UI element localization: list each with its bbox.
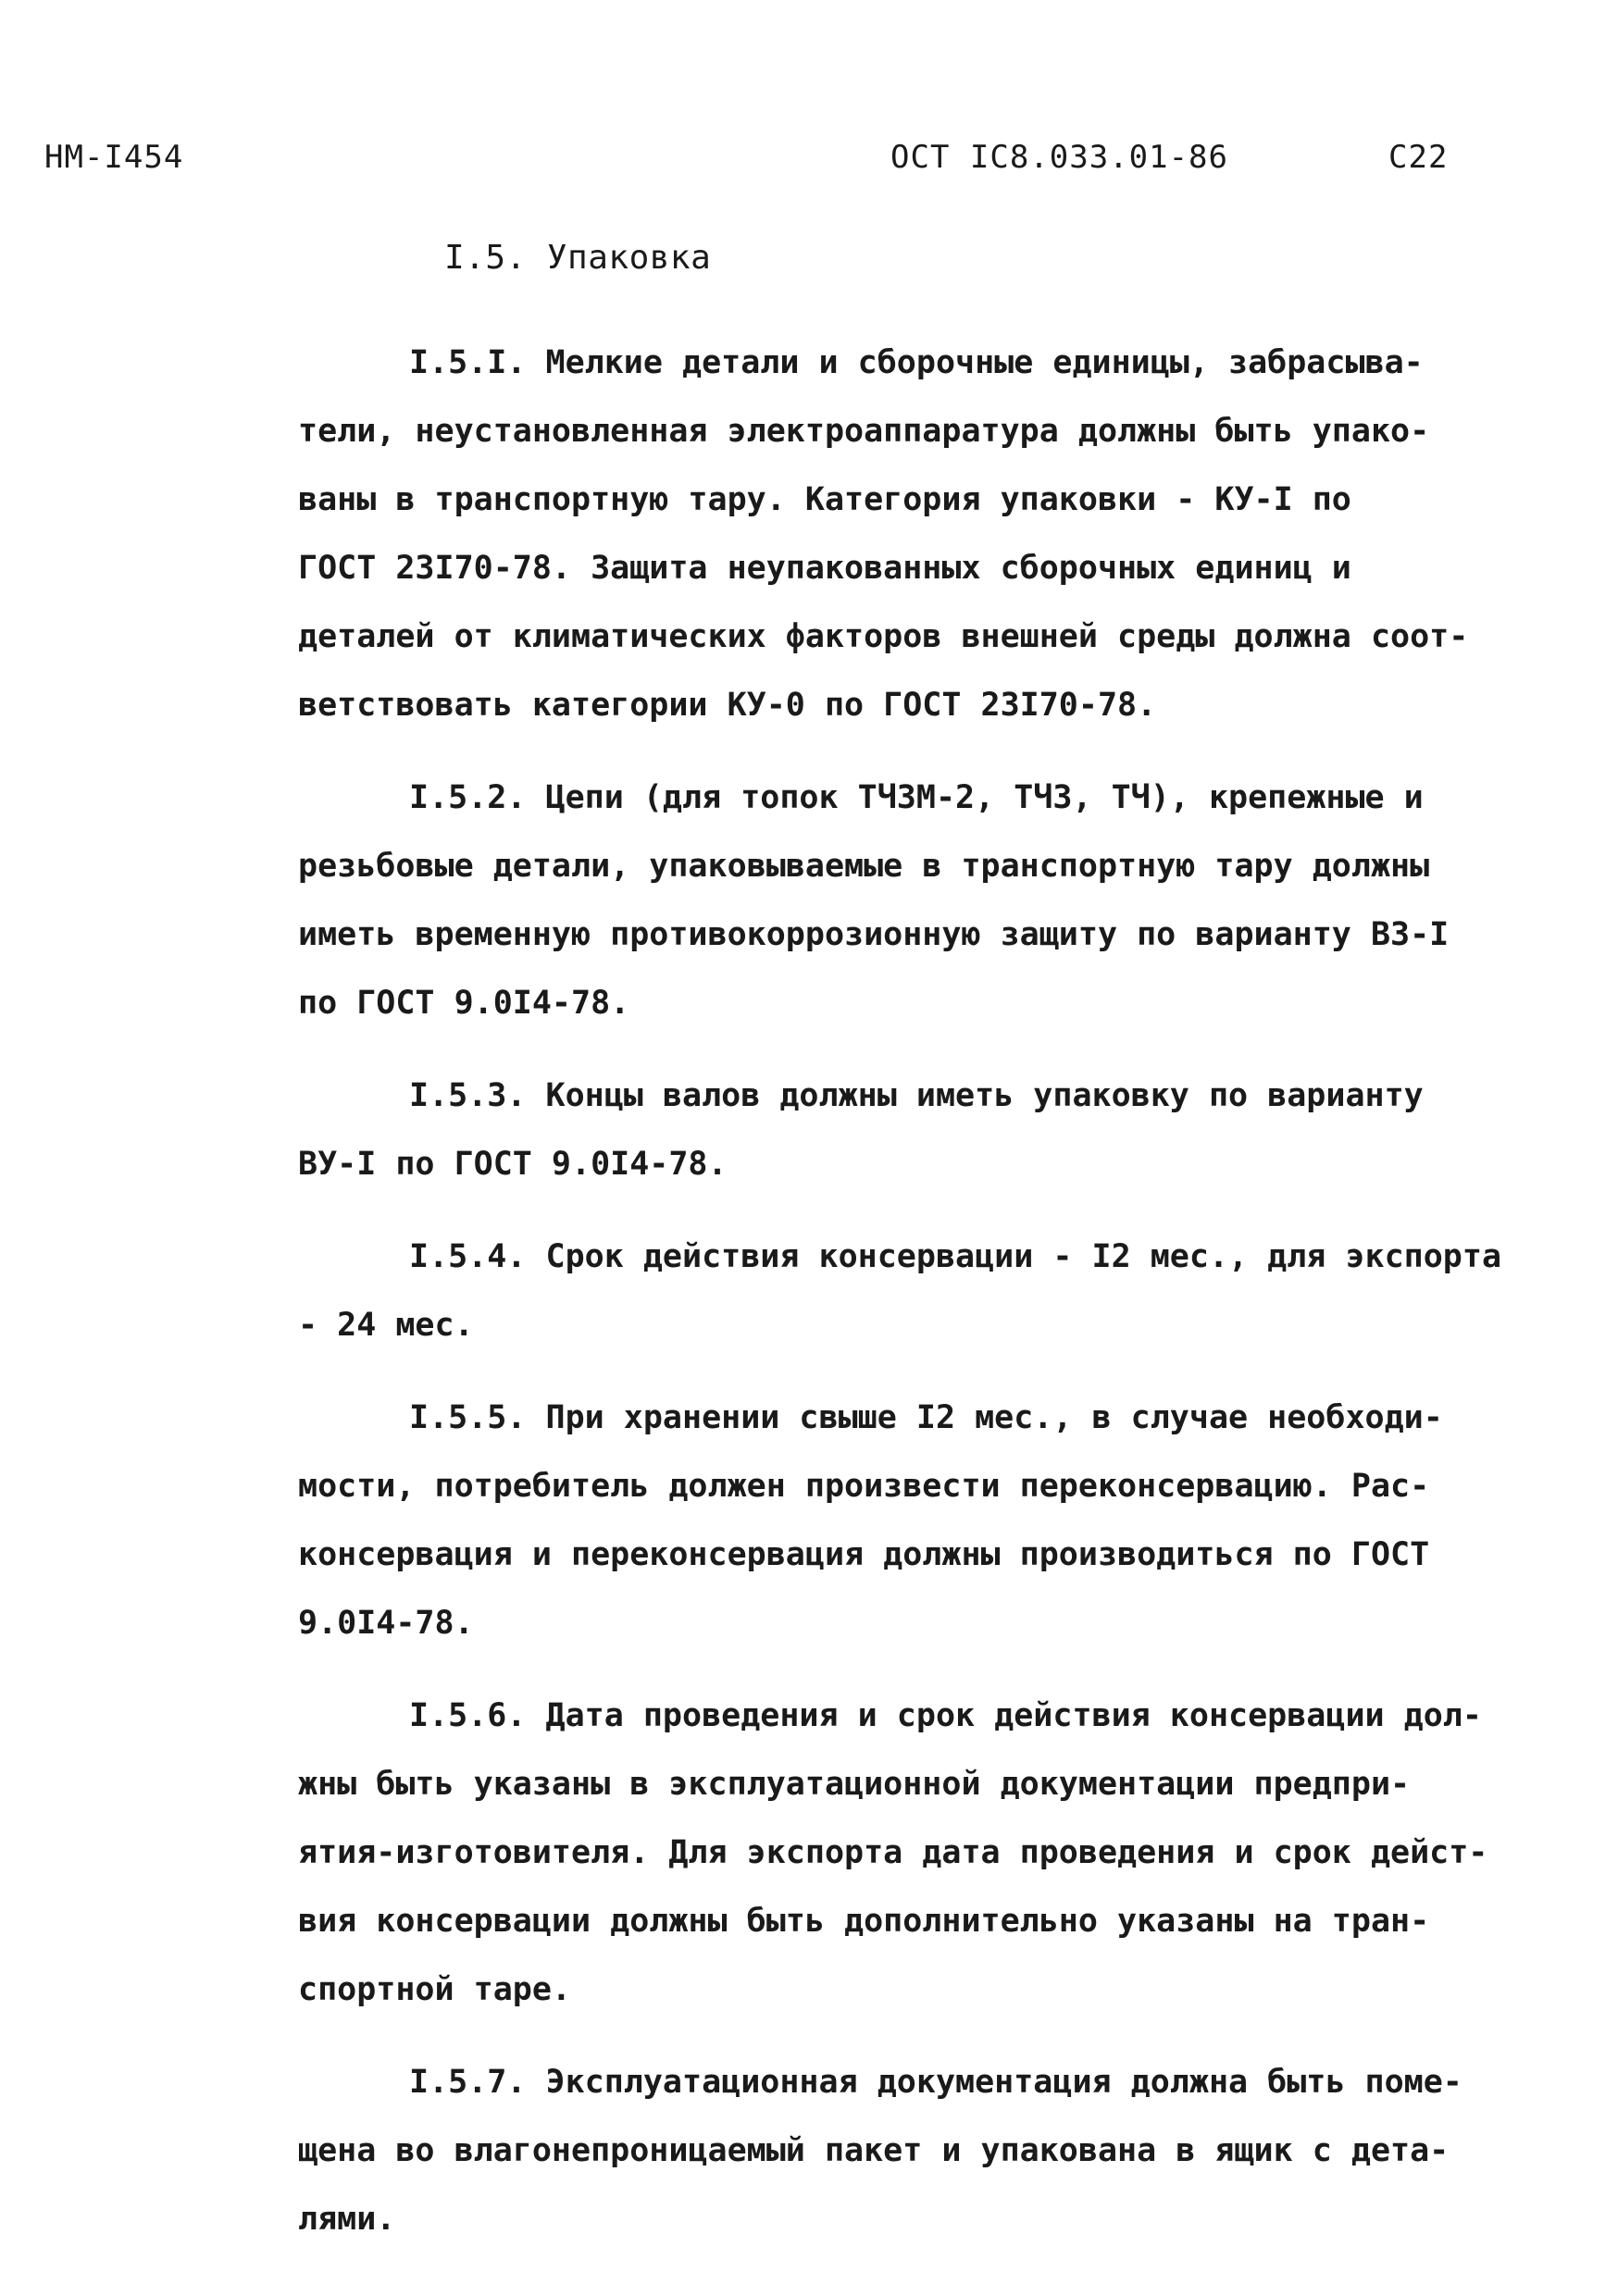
paragraph-line: жны быть указаны в эксплуатационной документации предпри-	[298, 1766, 1411, 1803]
page-number: C22	[1388, 139, 1449, 176]
paragraph-line: лями.	[298, 2201, 396, 2238]
paragraph-line: по ГОСТ 9.0I4-78.	[298, 985, 630, 1022]
standard-number: ОСТ IC8.033.01-86	[890, 139, 1228, 176]
paragraph-line: щена во влагонепроницаемый пакет и упакована в ящик с дета-	[298, 2132, 1450, 2169]
paragraph-line: мости, потребитель должен произвести переконсервацию. Рас-	[298, 1468, 1430, 1505]
paragraph-1-5-3	[298, 1061, 1594, 1198]
paragraph-1-5-7	[298, 2048, 1594, 2253]
paragraph-line: 9.0I4-78.	[298, 1605, 474, 1642]
paragraph-line: I.5.5. При хранении свыше I2 мес., в случае необходи-	[409, 1399, 1443, 1436]
paragraph-line: - 24 мес.	[298, 1307, 474, 1344]
paragraph-line: иметь временную противокоррозионную защиту по варианту ВЗ-I	[298, 916, 1450, 953]
paragraph-line: I.5.I. Мелкие детали и сборочные единицы, забрасыва-	[409, 344, 1424, 381]
paragraph-line: консервация и переконсервация должны производиться по ГОСТ	[298, 1536, 1430, 1573]
document-body	[298, 329, 1594, 2277]
paragraph-line: спортной таре.	[298, 1971, 572, 2008]
paragraph-line: ветствовать категории КУ-0 по ГОСТ 23I70-78.	[298, 687, 1157, 724]
paragraph-1-5-5	[298, 1384, 1594, 1657]
section-title: I.5. Упаковка	[444, 239, 712, 277]
paragraph-line: ГОСТ 23I70-78. Защита неупакованных сборочных единиц и	[298, 550, 1351, 587]
paragraph-1-5-6	[298, 1682, 1594, 2024]
paragraph-line: деталей от климатических факторов внешней среды должна соот-	[298, 618, 1469, 655]
paragraph-1-5-4	[298, 1222, 1594, 1359]
paragraph-line: резьбовые детали, упаковываемые в транспортную тару должны	[298, 848, 1430, 885]
document-code: НМ-I454	[44, 139, 184, 176]
paragraph-line: ВУ-I по ГОСТ 9.0I4-78.	[298, 1146, 728, 1183]
paragraph-line: I.5.6. Дата проведения и срок действия консервации дол-	[409, 1697, 1482, 1734]
paragraph-line: ваны в транспортную тару. Категория упаковки - КУ-I по	[298, 481, 1351, 518]
paragraph-line: вия консервации должны быть дополнительно указаны на тран-	[298, 1903, 1430, 1940]
paragraph-line: ятия-изготовителя. Для экспорта дата проведения и срок дейст-	[298, 1834, 1488, 1871]
paragraph-line: I.5.3. Концы валов должны иметь упаковку по варианту	[409, 1077, 1424, 1114]
paragraph-line: I.5.7. Эксплуатационная документация должна быть поме-	[409, 2064, 1462, 2101]
paragraph-line: I.5.4. Срок действия консервации - I2 мес., для экспорта	[409, 1238, 1502, 1275]
paragraph-line: I.5.2. Цепи (для топок ТЧЗМ-2, ТЧЗ, ТЧ), крепежные и	[409, 779, 1424, 816]
paragraph-line: тели, неустановленная электроаппаратура должны быть упако-	[298, 413, 1430, 450]
paragraph-1-5-1	[298, 329, 1594, 739]
paragraph-1-5-2	[298, 763, 1594, 1037]
